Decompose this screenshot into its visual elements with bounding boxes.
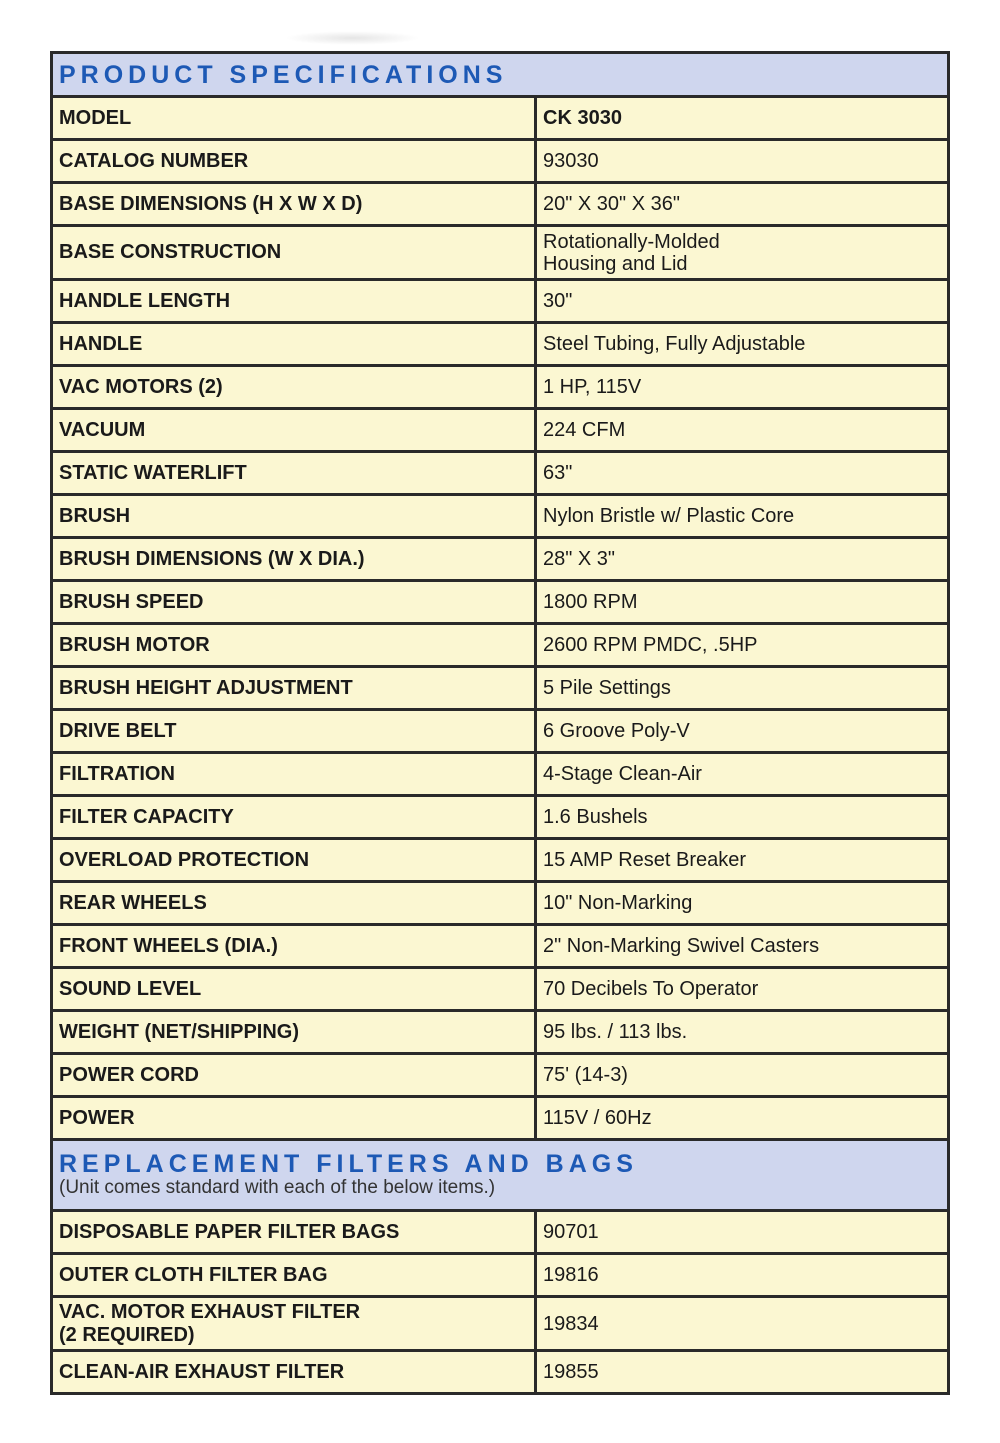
spec-row [52,1054,949,1097]
specs-title: PRODUCT SPECIFICATIONS [59,60,508,89]
spec-label: VACUUM [52,409,536,452]
specs-header-row [52,53,949,97]
spec-row [52,226,949,280]
spec-row [52,796,949,839]
spec-label: MODEL [52,97,536,140]
spec-value: 5 Pile Settings [536,667,949,710]
specs-header [52,53,949,97]
spec-row [52,753,949,796]
filter-row [52,1211,949,1254]
spec-label: BRUSH SPEED [52,581,536,624]
filter-part-number: 19816 [536,1254,949,1297]
spec-row [52,97,949,140]
spec-label: SOUND LEVEL [52,968,536,1011]
spec-row [52,140,949,183]
filters-note: (Unit comes standard with each of the below items.) [59,1177,496,1198]
spec-value-line: Rotationally-Molded [543,230,720,253]
spec-row [52,495,949,538]
spec-value: 63" [536,452,949,495]
spec-row [52,925,949,968]
spec-label: OVERLOAD PROTECTION [52,839,536,882]
spec-row [52,839,949,882]
spec-value: Steel Tubing, Fully Adjustable [536,323,949,366]
spec-value: 115V / 60Hz [536,1097,949,1140]
spec-value: 10" Non-Marking [536,882,949,925]
spec-value: 70 Decibels To Operator [536,968,949,1011]
spec-label: VAC MOTORS (2) [52,366,536,409]
spec-value: 4-Stage Clean-Air [536,753,949,796]
spec-label: POWER [52,1097,536,1140]
spec-value [536,226,949,280]
filter-part-number: 90701 [536,1211,949,1254]
product-specifications-table [50,51,950,1395]
spec-value: 1 HP, 115V [536,366,949,409]
spec-value: 15 AMP Reset Breaker [536,839,949,882]
filter-label-line: (2 REQUIRED) [59,1323,195,1346]
filter-row [52,1254,949,1297]
spec-row [52,366,949,409]
spec-row [52,452,949,495]
spec-value: 2" Non-Marking Swivel Casters [536,925,949,968]
spec-label: HANDLE [52,323,536,366]
filter-label [52,1297,536,1351]
spec-row [52,968,949,1011]
spec-label: FILTRATION [52,753,536,796]
spec-value: Nylon Bristle w/ Plastic Core [536,495,949,538]
spec-row [52,280,949,323]
spec-row [52,409,949,452]
spec-label: POWER CORD [52,1054,536,1097]
spec-row [52,1097,949,1140]
spec-value: 224 CFM [536,409,949,452]
spec-label: WEIGHT (NET/SHIPPING) [52,1011,536,1054]
filters-title: REPLACEMENT FILTERS AND BAGS [59,1150,638,1178]
spec-label: BASE DIMENSIONS (H X W X D) [52,183,536,226]
spec-label: BRUSH MOTOR [52,624,536,667]
spec-value: 1800 RPM [536,581,949,624]
spec-value: 95 lbs. / 113 lbs. [536,1011,949,1054]
spec-row [52,667,949,710]
spec-value: 6 Groove Poly-V [536,710,949,753]
spec-label: HANDLE LENGTH [52,280,536,323]
filters-header [52,1140,949,1211]
spec-row [52,882,949,925]
spec-value-line: Housing and Lid [543,252,688,275]
filter-part-number: 19855 [536,1351,949,1394]
filter-label: DISPOSABLE PAPER FILTER BAGS [52,1211,536,1254]
spec-value: 2600 RPM PMDC, .5HP [536,624,949,667]
spec-label: FRONT WHEELS (DIA.) [52,925,536,968]
filter-label: OUTER CLOTH FILTER BAG [52,1254,536,1297]
spec-row [52,323,949,366]
spec-row [52,581,949,624]
decorative-shadow [285,31,420,45]
spec-value: 1.6 Bushels [536,796,949,839]
spec-label: STATIC WATERLIFT [52,452,536,495]
spec-row [52,624,949,667]
spec-value: 30" [536,280,949,323]
spec-value: 20" X 30" X 36" [536,183,949,226]
spec-label: BRUSH HEIGHT ADJUSTMENT [52,667,536,710]
spec-label: BASE CONSTRUCTION [52,226,536,280]
spec-label: REAR WHEELS [52,882,536,925]
spec-label: DRIVE BELT [52,710,536,753]
spec-value: 28" X 3" [536,538,949,581]
filter-row [52,1297,949,1351]
filter-row [52,1351,949,1394]
filter-label-line: VAC. MOTOR EXHAUST FILTER [59,1300,361,1323]
spec-row [52,1011,949,1054]
filter-part-number: 19834 [536,1297,949,1351]
spec-row [52,183,949,226]
spec-value: 75' (14-3) [536,1054,949,1097]
spec-label: CATALOG NUMBER [52,140,536,183]
spec-row [52,538,949,581]
spec-label: BRUSH [52,495,536,538]
filters-header-row [52,1140,949,1211]
spec-label: FILTER CAPACITY [52,796,536,839]
spec-label: BRUSH DIMENSIONS (W X DIA.) [52,538,536,581]
spec-value: CK 3030 [536,97,949,140]
spec-row [52,710,949,753]
filter-label: CLEAN-AIR EXHAUST FILTER [52,1351,536,1394]
spec-value: 93030 [536,140,949,183]
